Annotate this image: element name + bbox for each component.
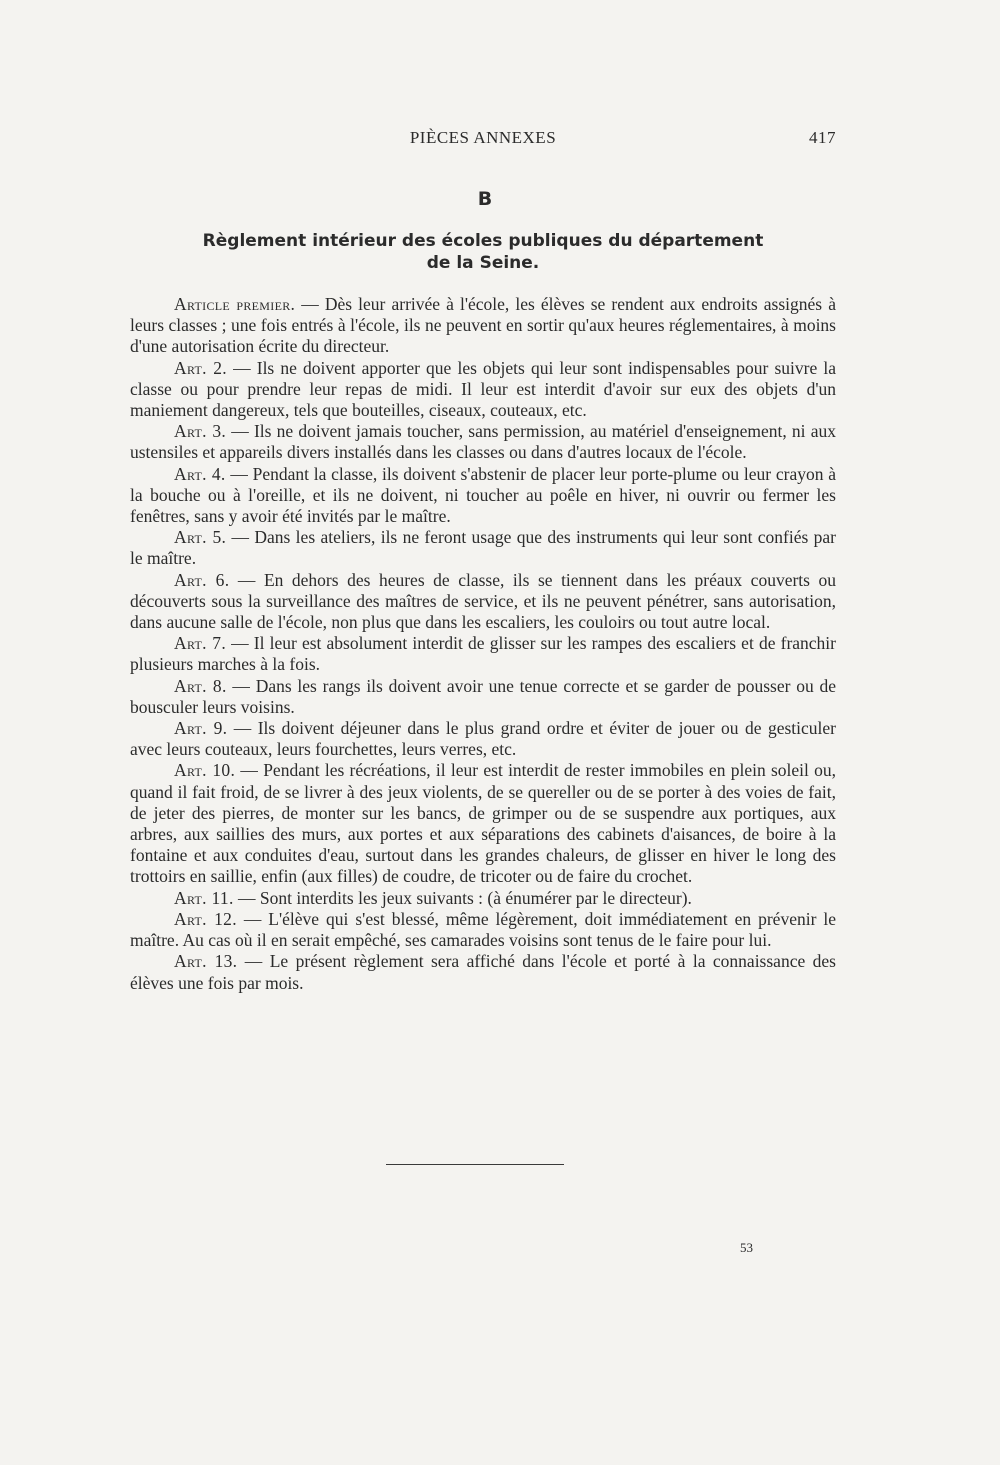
article-label: Art. 2. (174, 357, 227, 378)
article-text: — Sont interdits les jeux suivants : (à énumérer par le directeur). (233, 887, 692, 908)
article-label: Art. 10. (174, 760, 236, 781)
article-paragraph (130, 464, 836, 528)
article-text: — Ils ne doivent jamais toucher, sans permission, au matériel d'enseignement, ni aux ustensiles et appareils divers installés dans les classes ou dans d'autres locaux de l'école. (130, 421, 837, 463)
article-label: Art. 6. (174, 569, 230, 590)
article-text: — L'élève qui s'est blessé, même légèrement, doit immédiatement en prévenir le maître. Au cas où il en serait empêché, ses camarades voisins sont tenus de le faire pour lui. (130, 908, 837, 951)
section-title (130, 230, 836, 274)
article-paragraph (130, 888, 836, 909)
article-text: — Ils ne doivent apporter que les objets qui leur sont indispensables pour suivre la classe ou pour prendre leur repas de midi. Il leur est interdit d'avoir sur eux des objets d'un maniement dangereux, tels que bouteilles, ciseaux, couteaux, etc. (130, 357, 836, 421)
section-title-line-2: de la Seine. (426, 253, 540, 273)
article-label: Art. 11. (174, 887, 234, 908)
article-label: Article premier. (174, 294, 296, 314)
article-paragraph (130, 676, 836, 718)
article-text: — Dès leur arrivée à l'école, les élèves se rendent aux endroits assignés à leurs classes ; une fois entrés à l'école, ils ne peuvent en sortir qu'aux heures réglementaires, à moins d'une autorisation écrite du directeur. (130, 294, 836, 357)
article-label: Art. 9. (174, 718, 228, 739)
article-label: Art. 5. (174, 527, 227, 548)
article-text: — Pendant les récréations, il leur est interdit de rester immobiles en plein soleil ou, quand il fait froid, de se livrer à des jeux violents, de se quereller ou de se porter à des voies de fait, de jeter des pierres, de monter sur les bancs, de grimper ou de se suspendre aux portiques, aux arbres, aux saillies des murs, aux portes et aux séparations des cabinets d'aisances, de boire à la fontaine et aux conduites d'eau, surtout dans les grandes chaleurs, de glisser en hiver le long des trottoirs en saillie, enfin (aux filles) de coudre, de tricoter ou de faire du crochet. (130, 760, 837, 887)
article-text: — Il leur est absolument interdit de glisser sur les rampes des escaliers et de franchir plusieurs marches à la fois. (130, 633, 836, 675)
printer-signature: 53 (740, 1240, 753, 1255)
article-label: Art. 8. (174, 675, 227, 696)
section-end-rule (386, 1164, 564, 1165)
article-paragraph (130, 909, 836, 951)
article-text: — Pendant la classe, ils doivent s'abstenir de placer leur porte-plume ou leur crayon à la bouche ou à l'oreille, et ils ne doivent, ni toucher au poêle en hiver, ni ouvrir ou fermer les fenêtres, sans y avoir été invités par le maître. (130, 463, 836, 527)
article-paragraph (130, 358, 836, 422)
article-paragraph (130, 294, 836, 358)
article-label: Art. 7. (174, 633, 226, 654)
section-title-line-1: Règlement intérieur des écoles publiques du département (202, 231, 764, 251)
article-text: — Dans les ateliers, ils ne feront usage que des instruments qui leur sont confiés par le maître. (130, 527, 836, 569)
article-label: Art. 4. (174, 463, 226, 484)
article-paragraph (130, 527, 836, 569)
article-text: — Ils doivent déjeuner dans le plus grand ordre et éviter de jouer ou de gesticuler avec leurs couteaux, leurs fourchettes, leurs verres, etc. (130, 718, 836, 760)
running-title: PIÈCES ANNEXES (409, 128, 557, 147)
article-paragraph (130, 951, 836, 993)
article-paragraph (130, 421, 836, 463)
article-paragraph (130, 718, 836, 760)
article-text: — Dans les rangs ils doivent avoir une tenue correcte et se garder de pousser ou de bousculer leurs voisins. (130, 675, 836, 717)
page-number: 417 (809, 128, 836, 147)
article-label: Art. 13. (174, 951, 238, 972)
article-label: Art. 12. (174, 908, 237, 929)
running-head (130, 128, 836, 152)
article-text: — Le présent règlement sera affiché dans l'école et porté à la connaissance des élèves une fois par mois. (130, 951, 836, 993)
articles-body (130, 294, 836, 994)
article-paragraph (130, 633, 836, 675)
article-paragraph (130, 570, 836, 634)
article-paragraph (130, 760, 836, 887)
article-label: Art. 3. (174, 421, 227, 442)
section-letter: B (477, 188, 493, 210)
article-text: — En dehors des heures de classe, ils se tiennent dans les préaux couverts ou découverts sous la surveillance des maîtres de service, et ils ne peuvent pénétrer, sans autorisation, dans aucune salle de l'école, non plus que dans les escaliers, les couloirs ou tout autre local. (130, 569, 836, 633)
